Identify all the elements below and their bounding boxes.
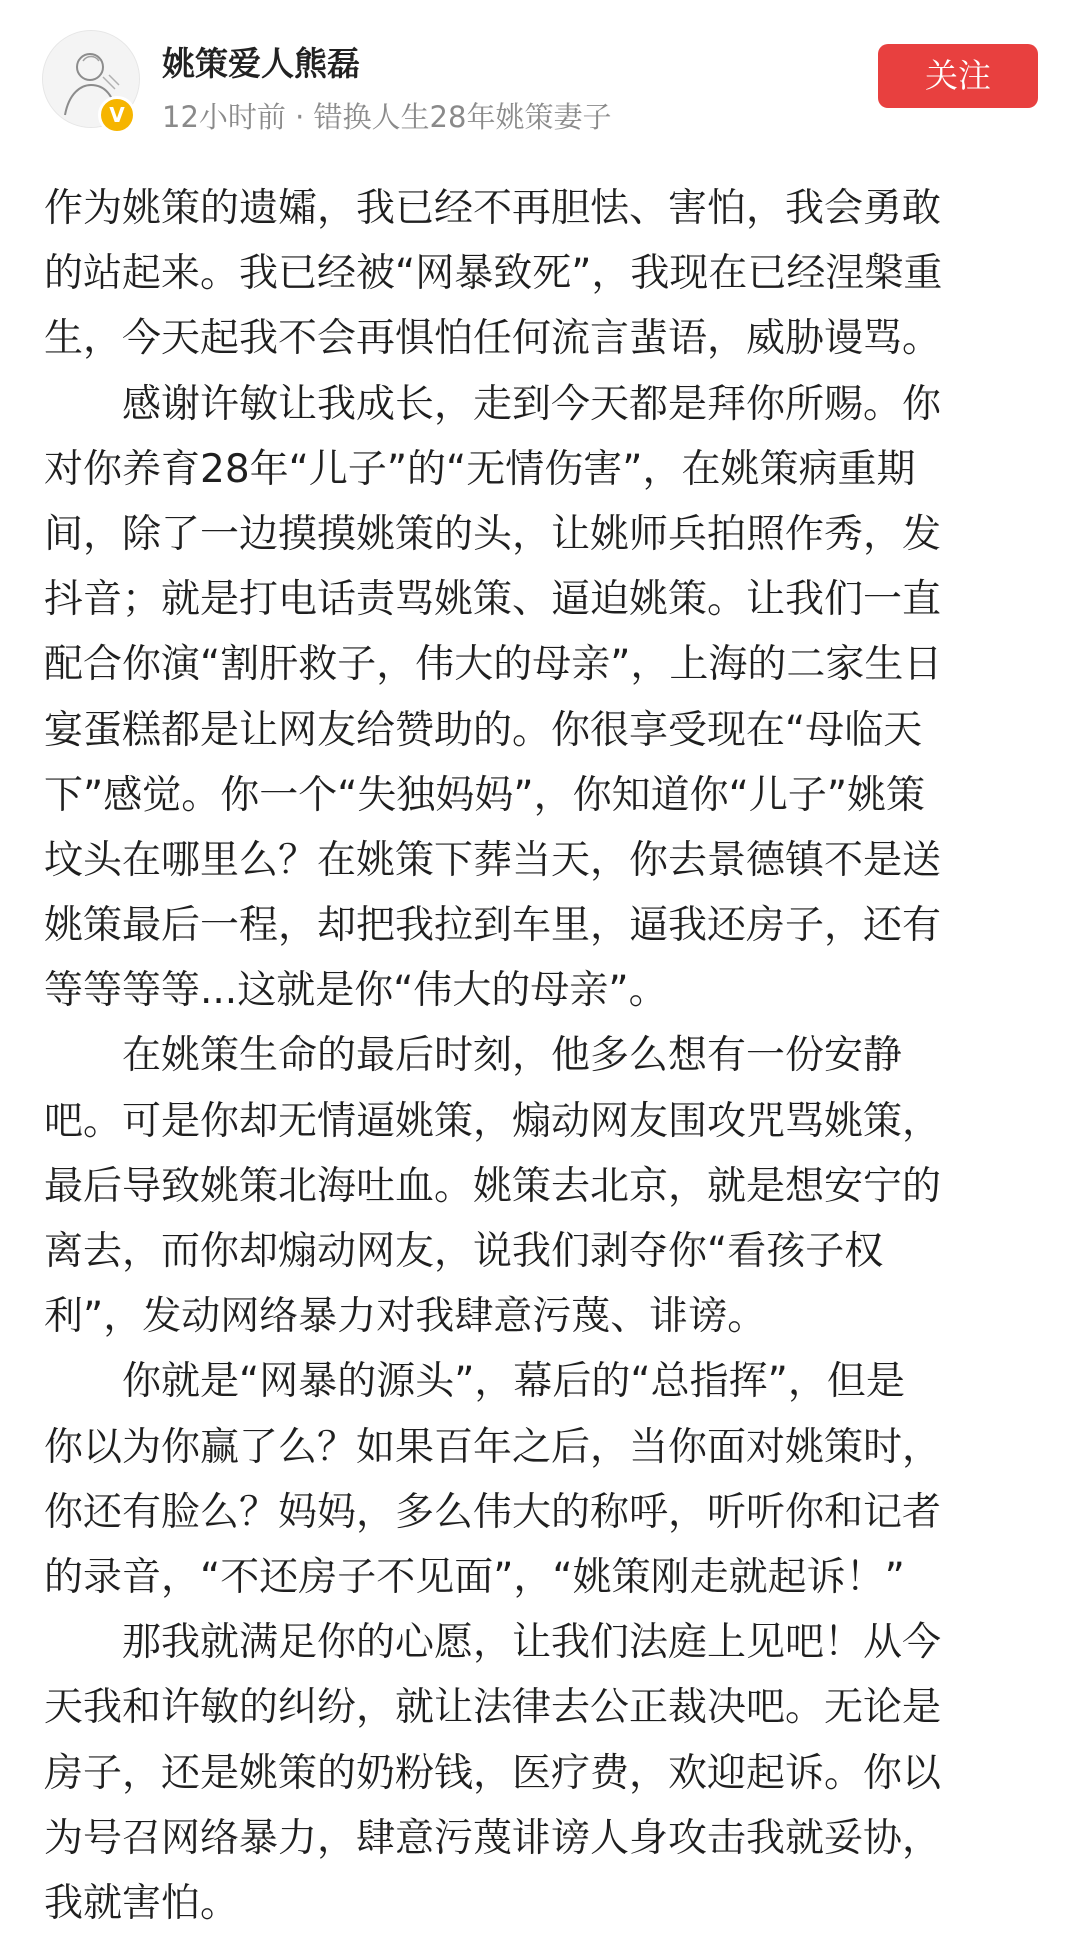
post-line: 等等等等...这就是你“伟大的母亲”。 — [44, 968, 668, 1014]
post-line: 你以为你赢了么？如果百年之后，当你面对姚策时， — [44, 1424, 942, 1470]
post-line: 房子，还是姚策的奶粉钱，医疗费，欢迎起诉。你以 — [44, 1750, 942, 1796]
post-line: 利”，发动网络暴力对我肆意污蔑、诽谤。 — [44, 1294, 767, 1340]
post-line: 在姚策生命的最后时刻，他多么想有一份安静 — [44, 1033, 903, 1079]
post-line: 的站起来。我已经被“网暴致死”，我现在已经涅槃重 — [44, 251, 943, 297]
post-line: 天我和许敏的纠纷，就让法律去公正裁决吧。无论是 — [44, 1685, 942, 1731]
follow-button[interactable]: 关注 — [878, 44, 1038, 108]
post-meta: 12小时前 · 错换人生28年姚策妻子 — [162, 100, 612, 134]
post-line: 对你养育28年“儿子”的“无情伤害”，在姚策病重期 — [44, 446, 916, 492]
post-line: 你就是“网暴的源头”，幕后的“总指挥”，但是 — [44, 1359, 905, 1405]
author-name[interactable]: 姚策爱人熊磊 — [162, 44, 360, 83]
post-line: 我就害怕。 — [44, 1880, 240, 1926]
post-header — [0, 0, 1075, 150]
post-line: 感谢许敏让我成长，走到今天都是拜你所赐。你 — [44, 381, 942, 427]
post-line: 为号召网络暴力，肆意污蔑诽谤人身攻击我就妥协， — [44, 1815, 942, 1861]
post-line: 抖音；就是打电话责骂姚策、逼迫姚策。让我们一直 — [44, 577, 942, 623]
post-line: 配合你演“割肝救子，伟大的母亲”，上海的二家生日 — [44, 642, 943, 688]
verified-badge-icon: V — [98, 96, 136, 134]
post-line: 的录音，“不还房子不见面”，“姚策刚走就起诉！” — [44, 1554, 905, 1600]
post-line: 下”感觉。你一个“失独妈妈”，你知道你“儿子”姚策 — [44, 772, 926, 818]
post-body — [44, 176, 1044, 1936]
post-line: 那我就满足你的心愿，让我们法庭上见吧！从今 — [44, 1620, 942, 1666]
post-line: 离去，而你却煽动网友，说我们剥夺你“看孩子权 — [44, 1229, 884, 1274]
post-line: 间，除了一边摸摸姚策的头，让姚师兵拍照作秀，发 — [44, 511, 942, 557]
post-line: 宴蛋糕都是让网友给赞助的。你很享受现在“母临天 — [44, 707, 923, 753]
post-line: 坟头在哪里么？在姚策下葬当天，你去景德镇不是送 — [44, 837, 942, 883]
post-line: 作为姚策的遗孀，我已经不再胆怯、害怕，我会勇敢 — [44, 186, 942, 231]
post-line: 姚策最后一程，却把我拉到车里，逼我还房子，还有 — [44, 903, 942, 949]
post-line: 吧。可是你却无情逼姚策，煽动网友围攻咒骂姚策， — [44, 1098, 942, 1144]
post-line: 你还有脸么？妈妈，多么伟大的称呼，听听你和记者 — [44, 1489, 942, 1535]
post-line: 最后导致姚策北海吐血。姚策去北京，就是想安宁的 — [44, 1163, 942, 1209]
post-line: 生，今天起我不会再惧怕任何流言蜚语，威胁谩骂。 — [44, 316, 942, 362]
